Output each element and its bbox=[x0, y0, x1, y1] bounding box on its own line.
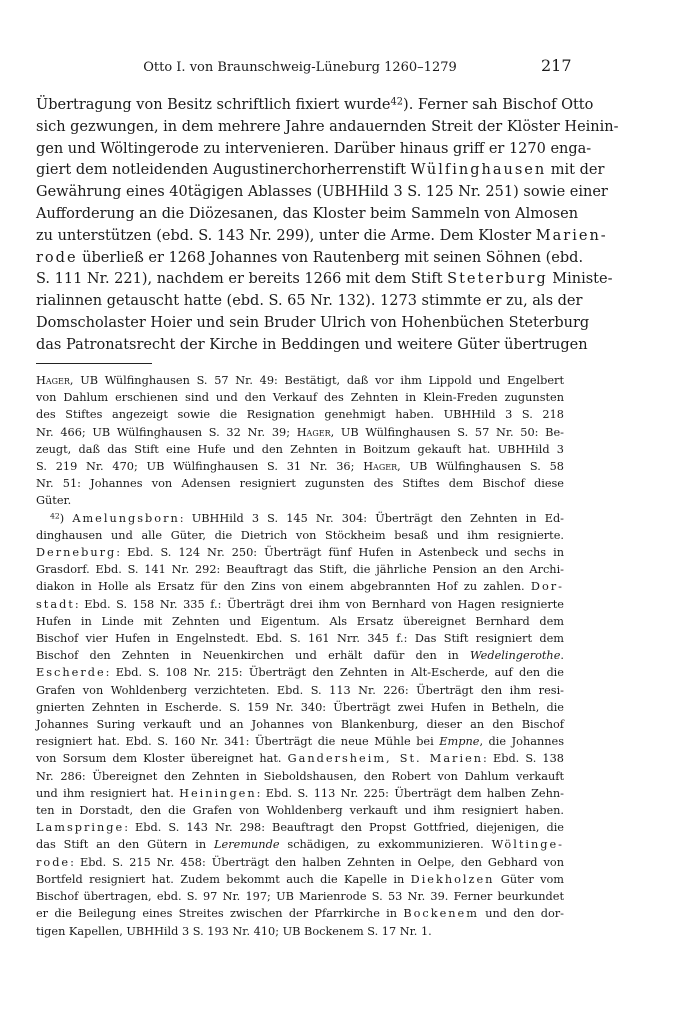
place-name: rode bbox=[36, 855, 71, 869]
text-line: giert dem notleidenden Augustinerchorherrenstift Wülfinghausen mit der bbox=[36, 162, 605, 179]
footnote-line: Hufen in Linde mit Zehnten und Eigentum. Als Ersatz übereignet Bernhard dem bbox=[36, 614, 564, 628]
footnote-line: und ihm resigniert hat. Heiningen: Ebd. S. 113 Nr. 225: Überträgt dem halben Zehn- bbox=[36, 786, 564, 800]
place-name: Wülfinghausen bbox=[410, 162, 547, 179]
place-name: Amelungsborn bbox=[72, 511, 180, 525]
place-name: Lamspringe bbox=[36, 821, 125, 835]
text-line: das Patronatsrecht der Kirche in Beddingen und weitere Güter übertrugen bbox=[36, 336, 588, 353]
place-name: Marien- bbox=[535, 227, 608, 244]
footnote-line: Nr. 51: Johannes von Adensen resigniert zugunsten des Stiftes dem Bischof diese bbox=[36, 477, 564, 491]
footnotes bbox=[36, 372, 564, 940]
text-line: rode überließ er 1268 Johannes von Rautenberg mit seinen Söhnen (ebd. bbox=[36, 249, 584, 266]
footnote-line: gnierten Zehnten in Escherde. S. 159 Nr. 340: Überträgt zwei Hufen in Betheln, die bbox=[36, 700, 564, 714]
footnote-line: S. 219 Nr. 470; UB Wülfinghausen S. 31 Nr. 36; Hager, UB Wülfinghausen S. 58 bbox=[36, 460, 564, 474]
author-name: Hager bbox=[363, 460, 398, 474]
text-line: S. 111 Nr. 221), nachdem er bereits 1266 mit dem Stift Steterburg Ministe- bbox=[36, 271, 613, 288]
place-name: Derneburg bbox=[36, 546, 117, 560]
footnote-line: das Stift an den Gütern in Leremunde schädigen, zu exkommunizieren. Wöltinge- bbox=[36, 838, 564, 852]
text-line: sich gezwungen, in dem mehrere Jahre andauernden Streit der Klöster Heinin- bbox=[36, 118, 619, 135]
footnote-line: $^{42}$) Amelungsborn: UBHHild 3 S. 145 Nr. 304: Überträgt den Zehnten in Ed- bbox=[50, 511, 565, 525]
main-text bbox=[36, 95, 619, 357]
footnote-divider bbox=[36, 363, 152, 364]
footnote-line: Nr. 286: Übereignet den Zehnten in Sieboldshausen, den Robert von Dahlum verkauft bbox=[36, 769, 564, 783]
place-name: Dor- bbox=[530, 580, 564, 594]
place-name: Heiningen bbox=[179, 786, 257, 800]
page-number: 217 bbox=[541, 56, 572, 75]
place-name-italic: Empne bbox=[439, 735, 480, 749]
footnote-line: Bischof übertragen, ebd. S. 97 Nr. 197; UB Marienrode S. 53 Nr. 39. Ferner beurkundet bbox=[36, 890, 564, 904]
place-name-italic: Leremunde bbox=[214, 838, 280, 852]
text-line: Aufforderung an die Diözesanen, das Kloster beim Sammeln von Almosen bbox=[36, 205, 579, 222]
footnote-line: ten in Dorstadt, den die Grafen von Wohldenberg verkauft und ihm resigniert haben. bbox=[36, 804, 564, 818]
footnote-line: von Dahlum erschienen sind und den Verkauf des Zehnten in Klein-Freden zugunsten bbox=[36, 391, 564, 405]
footnote-line: von Sorsum dem Kloster übereignet hat. Gandersheim, St. Marien: Ebd. S. 138 bbox=[36, 752, 564, 766]
footnote-line: Bischof den Zehnten in Neuenkirchen und erhält dafür den in Wedelingerothe. bbox=[36, 649, 564, 663]
footnote-line: er die Beilegung eines Streites zwischen der Pfarrkirche in Bockenem und den dor- bbox=[36, 907, 564, 921]
place-name: Wöltinge- bbox=[491, 838, 564, 852]
author-name: Hager bbox=[36, 374, 70, 387]
text-line: rialinnen getauscht hatte (ebd. S. 65 Nr. 132). 1273 stimmte er zu, als der bbox=[36, 293, 583, 310]
footnote-line: Nr. 466; UB Wülfinghausen S. 32 Nr. 39; Hager, UB Wülfinghausen S. 57 Nr. 50: Be- bbox=[36, 425, 564, 439]
footnote-line: Lamspringe: Ebd. S. 143 Nr. 298: Beauftragt den Propst Gottfried, diejenigen, die bbox=[36, 821, 564, 835]
footnote-ref: 42 bbox=[390, 96, 404, 108]
footnote-line: des Stiftes angezeigt sowie die Resignation genehmigt haben. UBHHild 3 S. 218 bbox=[36, 408, 564, 422]
place-name: Diekholzen bbox=[410, 872, 495, 886]
footnote-line: Escherde: Ebd. S. 108 Nr. 215: Überträgt den Zehnten in Alt-Escherde, auf den die bbox=[36, 666, 564, 680]
footnote-line: diakon in Holle als Ersatz für den Zins von einem abgebrannten Hof zu zahlen. Dor- bbox=[36, 580, 564, 594]
footnote-line: Hager, UB Wülfinghausen S. 57 Nr. 49: Bestätigt, daß vor ihm Lippold und Engelbert bbox=[36, 374, 564, 387]
footnote-number: 42 bbox=[50, 511, 60, 521]
footnote-line: Grafen von Wohldenberg verzichteten. Ebd. S. 113 Nr. 226: Überträgt den ihm resi- bbox=[36, 683, 564, 697]
place-name: Bockenem bbox=[403, 907, 479, 921]
footnote-line: dinghausen und alle Güter, die Dietrich von Stöckheim besaß und ihm resignierte. bbox=[36, 528, 564, 542]
place-name-italic: Wedelingerothe bbox=[469, 649, 561, 663]
footnote-line: Güter. bbox=[36, 494, 72, 508]
footnote-line: Bischof vier Hufen in Engelnstedt. Ebd. S. 161 Nrr. 345 f.: Das Stift resigniert dem bbox=[36, 632, 564, 646]
footnote-line: Derneburg: Ebd. S. 124 Nr. 250: Überträgt fünf Hufen in Astenbeck und sechs in bbox=[36, 546, 564, 560]
text-line: Domscholaster Hoier und sein Bruder Ulrich von Hohenbüchen Steterburg bbox=[36, 314, 590, 331]
place-name: rode bbox=[36, 249, 78, 266]
footnote-line: zeugt, daß das Stift eine Hufe und den Zehnten in Boitzum gekauft hat. UBHHild 3 bbox=[36, 442, 564, 456]
footnote-line: stadt: Ebd. S. 158 Nr. 335 f.: Überträgt drei ihm von Bernhard von Hagen resignierte bbox=[36, 597, 564, 611]
place-name: Gandersheim, St. Marien bbox=[287, 752, 484, 766]
place-name: Steterburg bbox=[447, 271, 548, 288]
footnote-line: resigniert hat. Ebd. S. 160 Nr. 341: Überträgt die neue Mühle bei Empne, die Johannes bbox=[36, 735, 565, 749]
text-line: Gewährung eines 40tägigen Ablasses (UBHHild 3 S. 125 Nr. 251) sowie einer bbox=[36, 184, 608, 201]
place-name: stadt bbox=[36, 597, 75, 611]
footnote-line: Grasdorf. Ebd. S. 141 Nr. 292: Beauftragt das Stift, die jährliche Pension an den Archi- bbox=[36, 563, 564, 577]
footnote-line: rode: Ebd. S. 215 Nr. 458: Überträgt den halben Zehnten in Oelpe, den Gebhard von bbox=[36, 855, 564, 869]
running-title: Otto I. von Braunschweig-Lüneburg 1260–1279 bbox=[143, 60, 457, 75]
footnote-line: Bortfeld resigniert hat. Zudem bekommt auch die Kapelle in Diekholzen Güter vom bbox=[36, 872, 564, 886]
place-name: Escherde bbox=[36, 666, 106, 680]
text-line: Übertragung von Besitz schriftlich fixiert wurde$^{42}$). Ferner sah Bischof Otto bbox=[36, 96, 594, 113]
running-head bbox=[0, 56, 700, 80]
footnote-line: Johannes Suring verkauft und an Johannes von Blankenburg, dieser an den Bischof bbox=[36, 718, 564, 732]
text-line: gen und Wöltingerode zu intervenieren. Darüber hinaus griff er 1270 enga- bbox=[36, 140, 592, 157]
footnote-line: tigen Kapellen, UBHHild 3 S. 193 Nr. 410; UB Bockenem S. 17 Nr. 1. bbox=[36, 924, 432, 938]
text-line: zu unterstützen (ebd. S. 143 Nr. 299), unter die Arme. Dem Kloster Marien- bbox=[36, 227, 608, 244]
author-name: Hager bbox=[296, 425, 331, 439]
